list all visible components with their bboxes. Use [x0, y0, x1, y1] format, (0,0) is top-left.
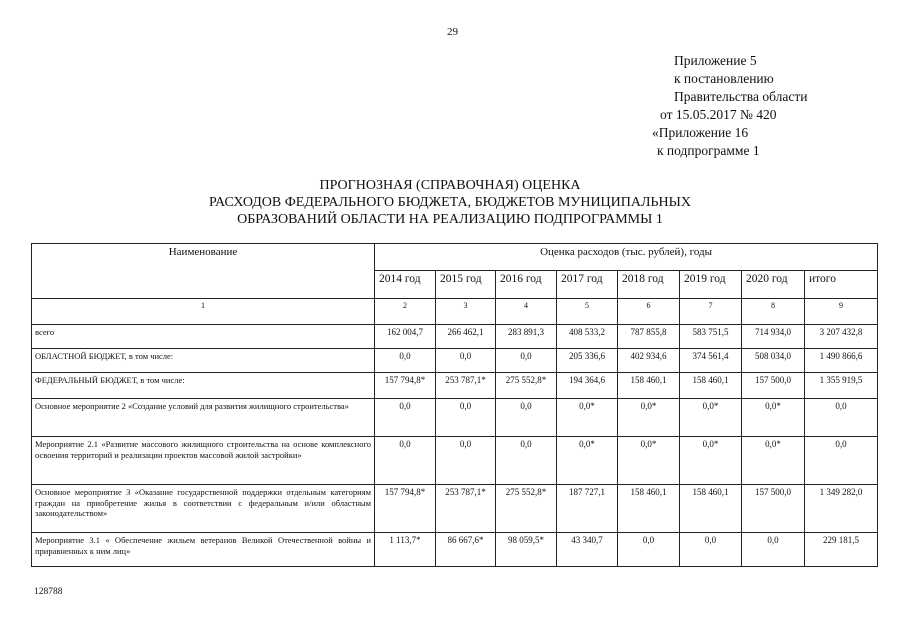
cell-value: 0,0* — [618, 399, 680, 437]
column-number: 7 — [680, 299, 742, 325]
cell-value: 0,0 — [496, 349, 557, 373]
cell-value: 0,0* — [742, 399, 805, 437]
cell-value: 1 355 919,5 — [805, 373, 878, 399]
column-number: 9 — [805, 299, 878, 325]
cell-value: 0,0 — [436, 437, 496, 485]
cell-value: 157 500,0 — [742, 485, 805, 533]
cell-value: 0,0 — [375, 349, 436, 373]
cell-value: 0,0* — [557, 399, 618, 437]
cell-value: 0,0 — [496, 399, 557, 437]
cell-value: 0,0* — [618, 437, 680, 485]
cell-value: 1 113,7* — [375, 533, 436, 567]
column-number: 3 — [436, 299, 496, 325]
table-row — [32, 373, 878, 399]
cell-value: 0,0 — [436, 399, 496, 437]
year-header: 2018 год — [618, 271, 680, 299]
row-name: ОБЛАСТНОЙ БЮДЖЕТ, в том числе: — [32, 349, 375, 373]
title-line: РАСХОДОВ ФЕДЕРАЛЬНОГО БЮДЖЕТА, БЮДЖЕТОВ МУНИЦИПАЛЬНЫХ — [209, 195, 691, 210]
year-header: 2014 год — [375, 271, 436, 299]
cell-value: 253 787,1* — [436, 373, 496, 399]
cell-value: 0,0* — [742, 437, 805, 485]
cell-value: 0,0 — [375, 437, 436, 485]
table-row — [32, 485, 878, 533]
row-name: всего — [32, 325, 375, 349]
cell-value: 275 552,8* — [496, 485, 557, 533]
row-name: ФЕДЕРАЛЬНЫЙ БЮДЖЕТ, в том числе: — [32, 373, 375, 399]
cell-value: 43 340,7 — [557, 533, 618, 567]
appendix-line: от 15.05.2017 № 420 — [660, 107, 777, 122]
total-header: итого — [805, 271, 878, 299]
column-number: 6 — [618, 299, 680, 325]
estimate-group-header: Оценка расходов (тыс. рублей), годы — [375, 244, 878, 271]
cell-value: 1 490 866,6 — [805, 349, 878, 373]
row-name: Мероприятие 3.1 « Обеспечение жильем ветеранов Великой Отечественной войны и приравненных к ним лиц» — [32, 533, 375, 567]
cell-value: 374 561,4 — [680, 349, 742, 373]
name-column-header: Наименование — [32, 244, 375, 299]
appendix-line: «Приложение 16 — [652, 125, 749, 140]
document-code: 128788 — [34, 587, 63, 597]
cell-value: 187 727,1 — [557, 485, 618, 533]
cell-value: 283 891,3 — [496, 325, 557, 349]
year-header: 2016 год — [496, 271, 557, 299]
table-row — [32, 349, 878, 373]
cell-value: 162 004,7 — [375, 325, 436, 349]
cell-value: 0,0* — [680, 437, 742, 485]
cell-value: 0,0 — [805, 437, 878, 485]
cell-value: 714 934,0 — [742, 325, 805, 349]
column-number: 1 — [32, 299, 375, 325]
title-line: ПРОГНОЗНАЯ (СПРАВОЧНАЯ) ОЦЕНКА — [319, 178, 581, 193]
cell-value: 402 934,6 — [618, 349, 680, 373]
appendix-line: Приложение 5 — [674, 53, 757, 68]
cell-value: 86 667,6* — [436, 533, 496, 567]
cell-value: 0,0 — [680, 533, 742, 567]
table-row — [32, 533, 878, 567]
cell-value: 158 460,1 — [618, 373, 680, 399]
budget-table — [31, 243, 878, 567]
appendix-line: Правительства области — [674, 89, 808, 104]
year-header: 2019 год — [680, 271, 742, 299]
cell-value: 3 207 432,8 — [805, 325, 878, 349]
year-header: 2015 год — [436, 271, 496, 299]
cell-value: 98 059,5* — [496, 533, 557, 567]
column-number: 5 — [557, 299, 618, 325]
cell-value: 0,0 — [742, 533, 805, 567]
column-number: 4 — [496, 299, 557, 325]
column-number-row — [32, 299, 878, 325]
cell-value: 253 787,1* — [436, 485, 496, 533]
year-header: 2020 год — [742, 271, 805, 299]
cell-value: 1 349 282,0 — [805, 485, 878, 533]
cell-value: 0,0 — [805, 399, 878, 437]
table-row — [32, 437, 878, 485]
cell-value: 0,0 — [436, 349, 496, 373]
row-name: Мероприятие 2.1 «Развитие массового жилищного строительства на основе комплексного освоения территорий и реализации проектов массовой жилой застройки» — [32, 437, 375, 485]
title-line: ОБРАЗОВАНИЙ ОБЛАСТИ НА РЕАЛИЗАЦИЮ ПОДПРОГРАММЫ 1 — [237, 212, 663, 227]
table-row — [32, 399, 878, 437]
cell-value: 205 336,6 — [557, 349, 618, 373]
cell-value: 0,0 — [618, 533, 680, 567]
cell-value: 583 751,5 — [680, 325, 742, 349]
cell-value: 0,0 — [375, 399, 436, 437]
cell-value: 508 034,0 — [742, 349, 805, 373]
cell-value: 408 533,2 — [557, 325, 618, 349]
cell-value: 157 794,8* — [375, 485, 436, 533]
cell-value: 275 552,8* — [496, 373, 557, 399]
cell-value: 787 855,8 — [618, 325, 680, 349]
column-number: 2 — [375, 299, 436, 325]
cell-value: 229 181,5 — [805, 533, 878, 567]
year-header: 2017 год — [557, 271, 618, 299]
column-number: 8 — [742, 299, 805, 325]
cell-value: 0,0* — [557, 437, 618, 485]
row-name: Основное мероприятие 2 «Создание условий для развития жилищного строительства» — [32, 399, 375, 437]
cell-value: 266 462,1 — [436, 325, 496, 349]
cell-value: 158 460,1 — [680, 373, 742, 399]
cell-value: 157 794,8* — [375, 373, 436, 399]
appendix-line: к подпрограмме 1 — [657, 143, 760, 158]
document-title — [150, 177, 750, 228]
table-row — [32, 325, 878, 349]
cell-value: 0,0* — [680, 399, 742, 437]
appendix-block — [652, 52, 807, 160]
appendix-line: к постановлению — [674, 71, 774, 86]
cell-value: 158 460,1 — [618, 485, 680, 533]
cell-value: 157 500,0 — [742, 373, 805, 399]
cell-value: 0,0 — [496, 437, 557, 485]
cell-value: 194 364,6 — [557, 373, 618, 399]
cell-value: 158 460,1 — [680, 485, 742, 533]
row-name: Основное мероприятие 3 «Оказание государственной поддержки отдельным категориям граждан на приобретение жилья в соответствии с федеральным и/или областным законодательством» — [32, 485, 375, 533]
page-number: 29 — [447, 26, 458, 38]
